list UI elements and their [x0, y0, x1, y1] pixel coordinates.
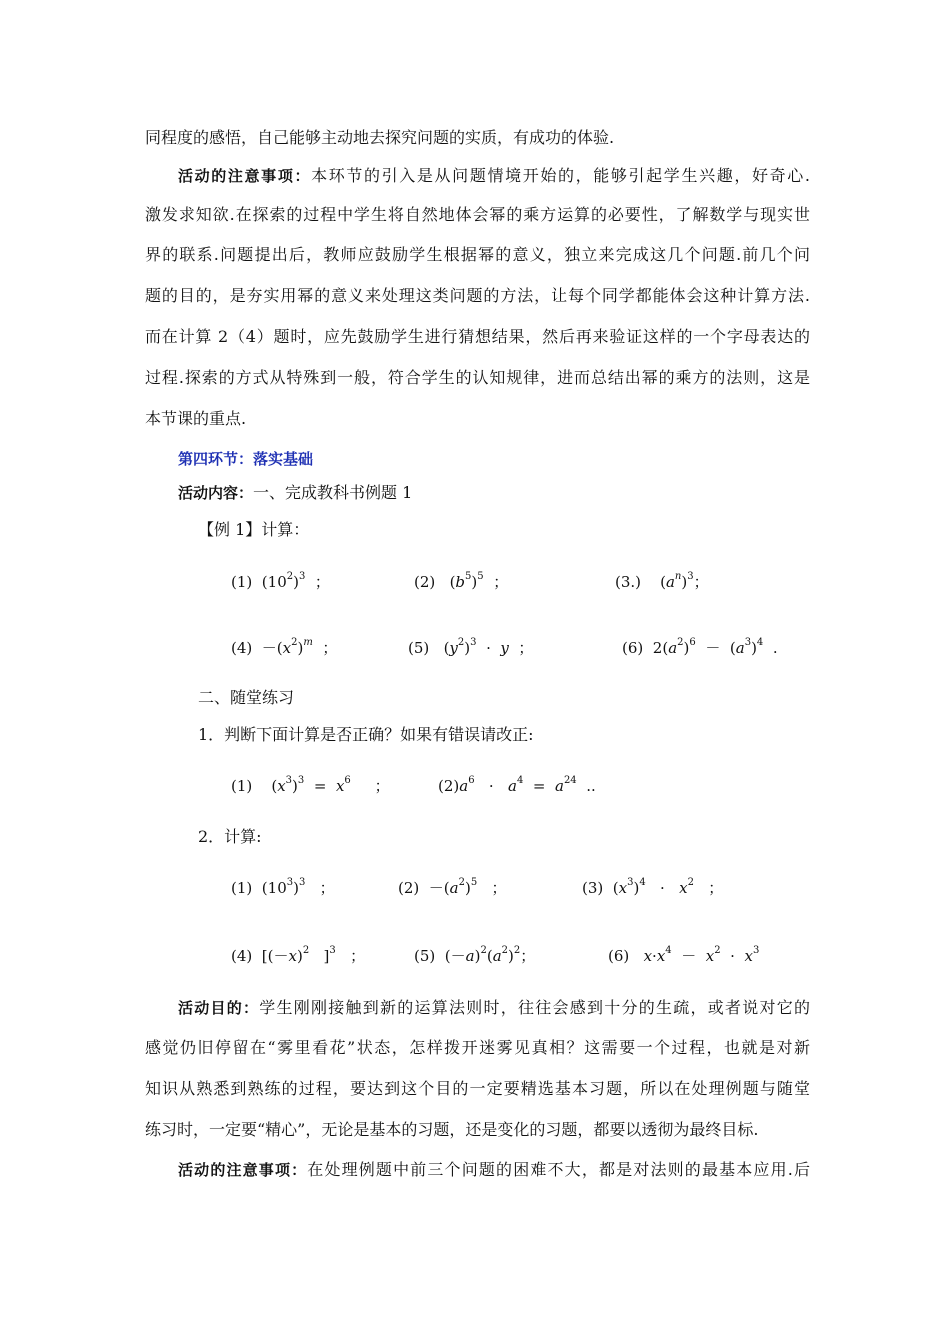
purpose-paragraph-line — [145, 998, 810, 1018]
content-label: 活动内容： — [178, 484, 254, 502]
notes-paragraph-line — [145, 166, 810, 186]
purpose-paragraph-line: 感觉仍旧停留在“雾里看花”状态，怎样拨开迷雾见真相？这需要一个过程，也就是对新 — [145, 1038, 810, 1057]
example-item-2: (2) $(b^5)^5$ ； — [414, 571, 509, 591]
notes-paragraph-line: 激发求知欲.在探索的过程中学生将自然地体会幂的乘方运算的必要性，了解数学与现实世 — [145, 205, 810, 224]
practice-item-2-6: (6) $x\cdot x^4 - x^2 \cdot x^3$ — [608, 945, 760, 965]
practice-item-2-5: (5) $(-a)^2(a^2)^2$； — [414, 945, 536, 965]
notes-label: 活动的注意事项： — [178, 167, 312, 185]
practice-question-1: 1．判断下面计算是否正确？如果有错误请改正: — [198, 725, 534, 744]
example-item-3: (3.) $(a^n)^3$； — [615, 571, 709, 591]
practice-question-2: 2．计算: — [198, 827, 262, 846]
purpose-label: 活动目的： — [178, 999, 260, 1017]
purpose-text: 学生刚刚接触到新的运算法则时，往往会感到十分的生疏，或者说对它的 — [259, 998, 810, 1017]
example-item-6: (6) $2(a^2)^6 - (a^3)^4$ . — [622, 637, 778, 657]
example-item-5: (5) $(y^2)^3 \cdot y$ ； — [408, 637, 534, 657]
practice-item-1a: (1) $(x^3)^3 = x^6$ ； — [231, 775, 390, 795]
purpose-paragraph-line: 知识从熟悉到熟练的过程，要达到这个目的一定要精选基本习题，所以在处理例题与随堂 — [145, 1079, 810, 1098]
notes2-paragraph-line — [145, 1160, 810, 1180]
section-title: 第四环节：落实基础 — [178, 450, 314, 468]
practice-item-2-3: (3) $(x^3)^4$ · $x^2$ ； — [582, 877, 724, 897]
paragraph-line: 同程度的感悟，自己能够主动地去探究问题的实质，有成功的体验. — [145, 128, 615, 147]
practice-item-1b: $(2)a^6$ · $a^4 = a^{24}$ .. — [438, 775, 596, 795]
practice-item-2-1: (1) $(10^3)^3$ ； — [231, 877, 335, 897]
purpose-paragraph-line: 练习时，一定要“精心”，无论是基本的习题，还是变化的习题，都要以透彻为最终目标. — [145, 1120, 759, 1139]
practice-item-2-2: $(2) -(a^2)^5$ ； — [398, 877, 507, 897]
notes2-label: 活动的注意事项： — [178, 1161, 308, 1179]
notes-paragraph-line: 界的联系.问题提出后，教师应鼓励学生根据幂的意义，独立来完成这几个问题.前几个问 — [145, 245, 810, 264]
notes-paragraph-line: 本节课的重点. — [145, 409, 247, 428]
notes2-text: 在处理例题中前三个问题的困难不大，都是对法则的最基本应用.后 — [307, 1160, 810, 1179]
practice-heading: 二、随堂练习 — [198, 688, 295, 707]
content-text: 一、完成教科书例题 1 — [253, 483, 413, 502]
notes-paragraph-line: 过程.探索的方式从特殊到一般，符合学生的认知规律，进而总结出幂的乘方的法则，这是 — [145, 368, 810, 387]
example-heading: 【例 1】计算： — [198, 520, 310, 539]
notes-text: 本环节的引入是从问题情境开始的，能够引起学生兴趣，好奇心. — [311, 166, 810, 185]
practice-item-2-4: (4) [$(-x)^2$ ]$^3$ ； — [231, 945, 366, 965]
notes-paragraph-line: 而在计算 2（4）题时，应先鼓励学生进行猜想结果，然后再来验证这样的一个字母表达的 — [145, 327, 810, 346]
activity-content-line — [145, 483, 810, 503]
example-item-1: (1) $(10^2)^3$ ； — [231, 571, 330, 591]
example-item-4: $(4) -(x^2)^m$ ； — [231, 637, 338, 657]
notes-paragraph-line: 题的目的，是夯实用幂的意义来处理这类问题的方法，让每个同学都能体会这种计算方法. — [145, 286, 810, 305]
